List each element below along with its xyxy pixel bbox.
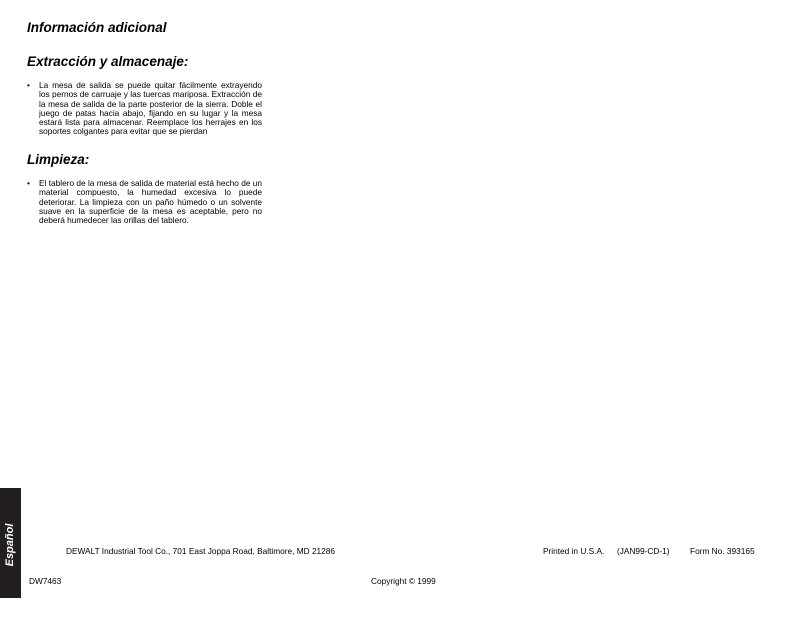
cleaning-text: El tablero de la mesa de salida de material está hecho de un material compuesto, la humedad excesiva lo puede deteriorar. La limpieza con un paño húmedo o un solvente suave en la superficie de la mesa es aceptable, pero no deberá humedecer las orillas del tablero. [39,178,262,226]
bullet-marker: • [27,178,30,188]
storage-bullet [27,81,262,137]
model-number: DW7463 [29,576,62,586]
page-title: Información adicional [27,20,167,35]
printed-in: Printed in U.S.A. [543,546,605,556]
language-tab-label: Español [4,523,16,567]
form-number: Form No. 393165 [690,546,755,556]
company-address: DEWALT Industrial Tool Co., 701 East Joppa Road, Baltimore, MD 21286 [66,546,336,556]
section-heading-cleaning: Limpieza: [27,152,90,167]
bullet-marker: • [27,80,30,90]
cleaning-bullet [27,179,262,225]
print-code: (JAN99-CD-1) [617,546,670,556]
section-heading-storage: Extracción y almacenaje: [27,54,189,69]
copyright: Copyright © 1999 [371,576,436,586]
storage-text: La mesa de salida se puede quitar fácilmente extrayendo los pernos de carruaje y las tuercas mariposa. Extracción de la mesa de salida de la parte posterior de la sierra. Doble el juego de patas hacia abajo, fijando en su lugar y la mesa estará lista para almacenar. Reemplace los herrajes en los soportes colgantes para evitar que se pierdan [39,80,262,137]
